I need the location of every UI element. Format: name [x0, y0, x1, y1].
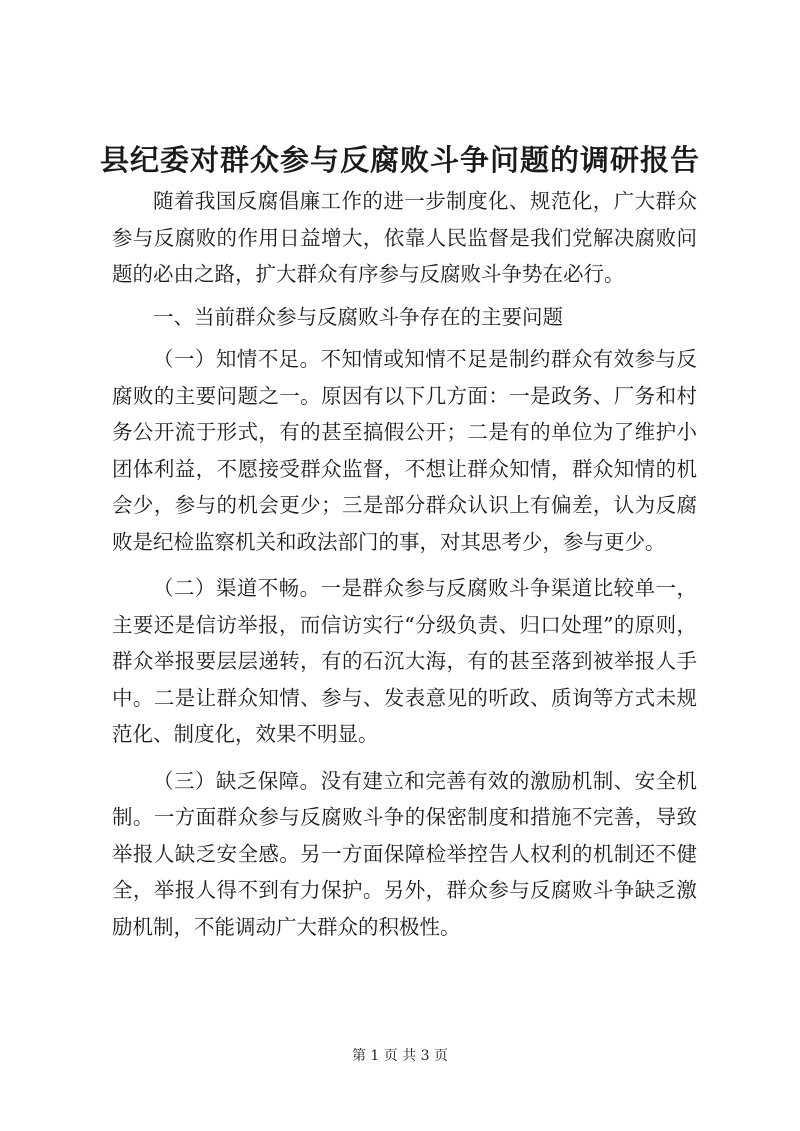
paragraph-point-1: （一）知情不足。不知情或知情不足是制约群众有效参与反腐败的主要问题之一。原因有以下几方面：一是政务、厂务和村务公开流于形式，有的甚至搞假公开；二是有的单位为了维护小团体利益，不愿接受群众监督，不想让群众知情，群众知情的机会少，参与的机会更少；三是部分群众认识上有偏差，认为反腐败是纪检监察机关和政法部门的事，对其思考少，参与更少。 [112, 347, 697, 554]
document-title: 县纪委对群众参与反腐败斗争问题的调研报告 [100, 143, 701, 177]
page-footer: 第 1 页 共 3 页 [351, 1048, 449, 1064]
paragraph-intro: 随着我国反腐倡廉工作的进一步制度化、规范化，广大群众参与反腐败的作用日益增大，依靠人民监督是我们党解决腐败问题的必由之路，扩大群众有序参与反腐败斗争势在必行。 [112, 189, 697, 286]
document-body [112, 183, 697, 945]
section-heading: 一、当前群众参与反腐败斗争存在的主要问题 [153, 304, 563, 329]
paragraph-point-2: （二）渠道不畅。一是群众参与反腐败斗争渠道比较单一，主要还是信访举报，而信访实行“分级负责、归口处理”的原则，群众举报要层层递转，有的石沉大海，有的甚至落到被举报人手中。二是让群众知情、参与、发表意见的听政、质询等方式未规范化、制度化，效果不明显。 [112, 576, 697, 746]
paragraph-point-3: （三）缺乏保障。没有建立和完善有效的激励机制、安全机制。一方面群众参与反腐败斗争的保密制度和措施不完善，导致举报人缺乏安全感。另一方面保障检举控告人权利的机制还不健全，举报人得不到有力保护。另外，群众参与反腐败斗争缺乏激励机制，不能调动广大群众的积极性。 [112, 768, 697, 939]
